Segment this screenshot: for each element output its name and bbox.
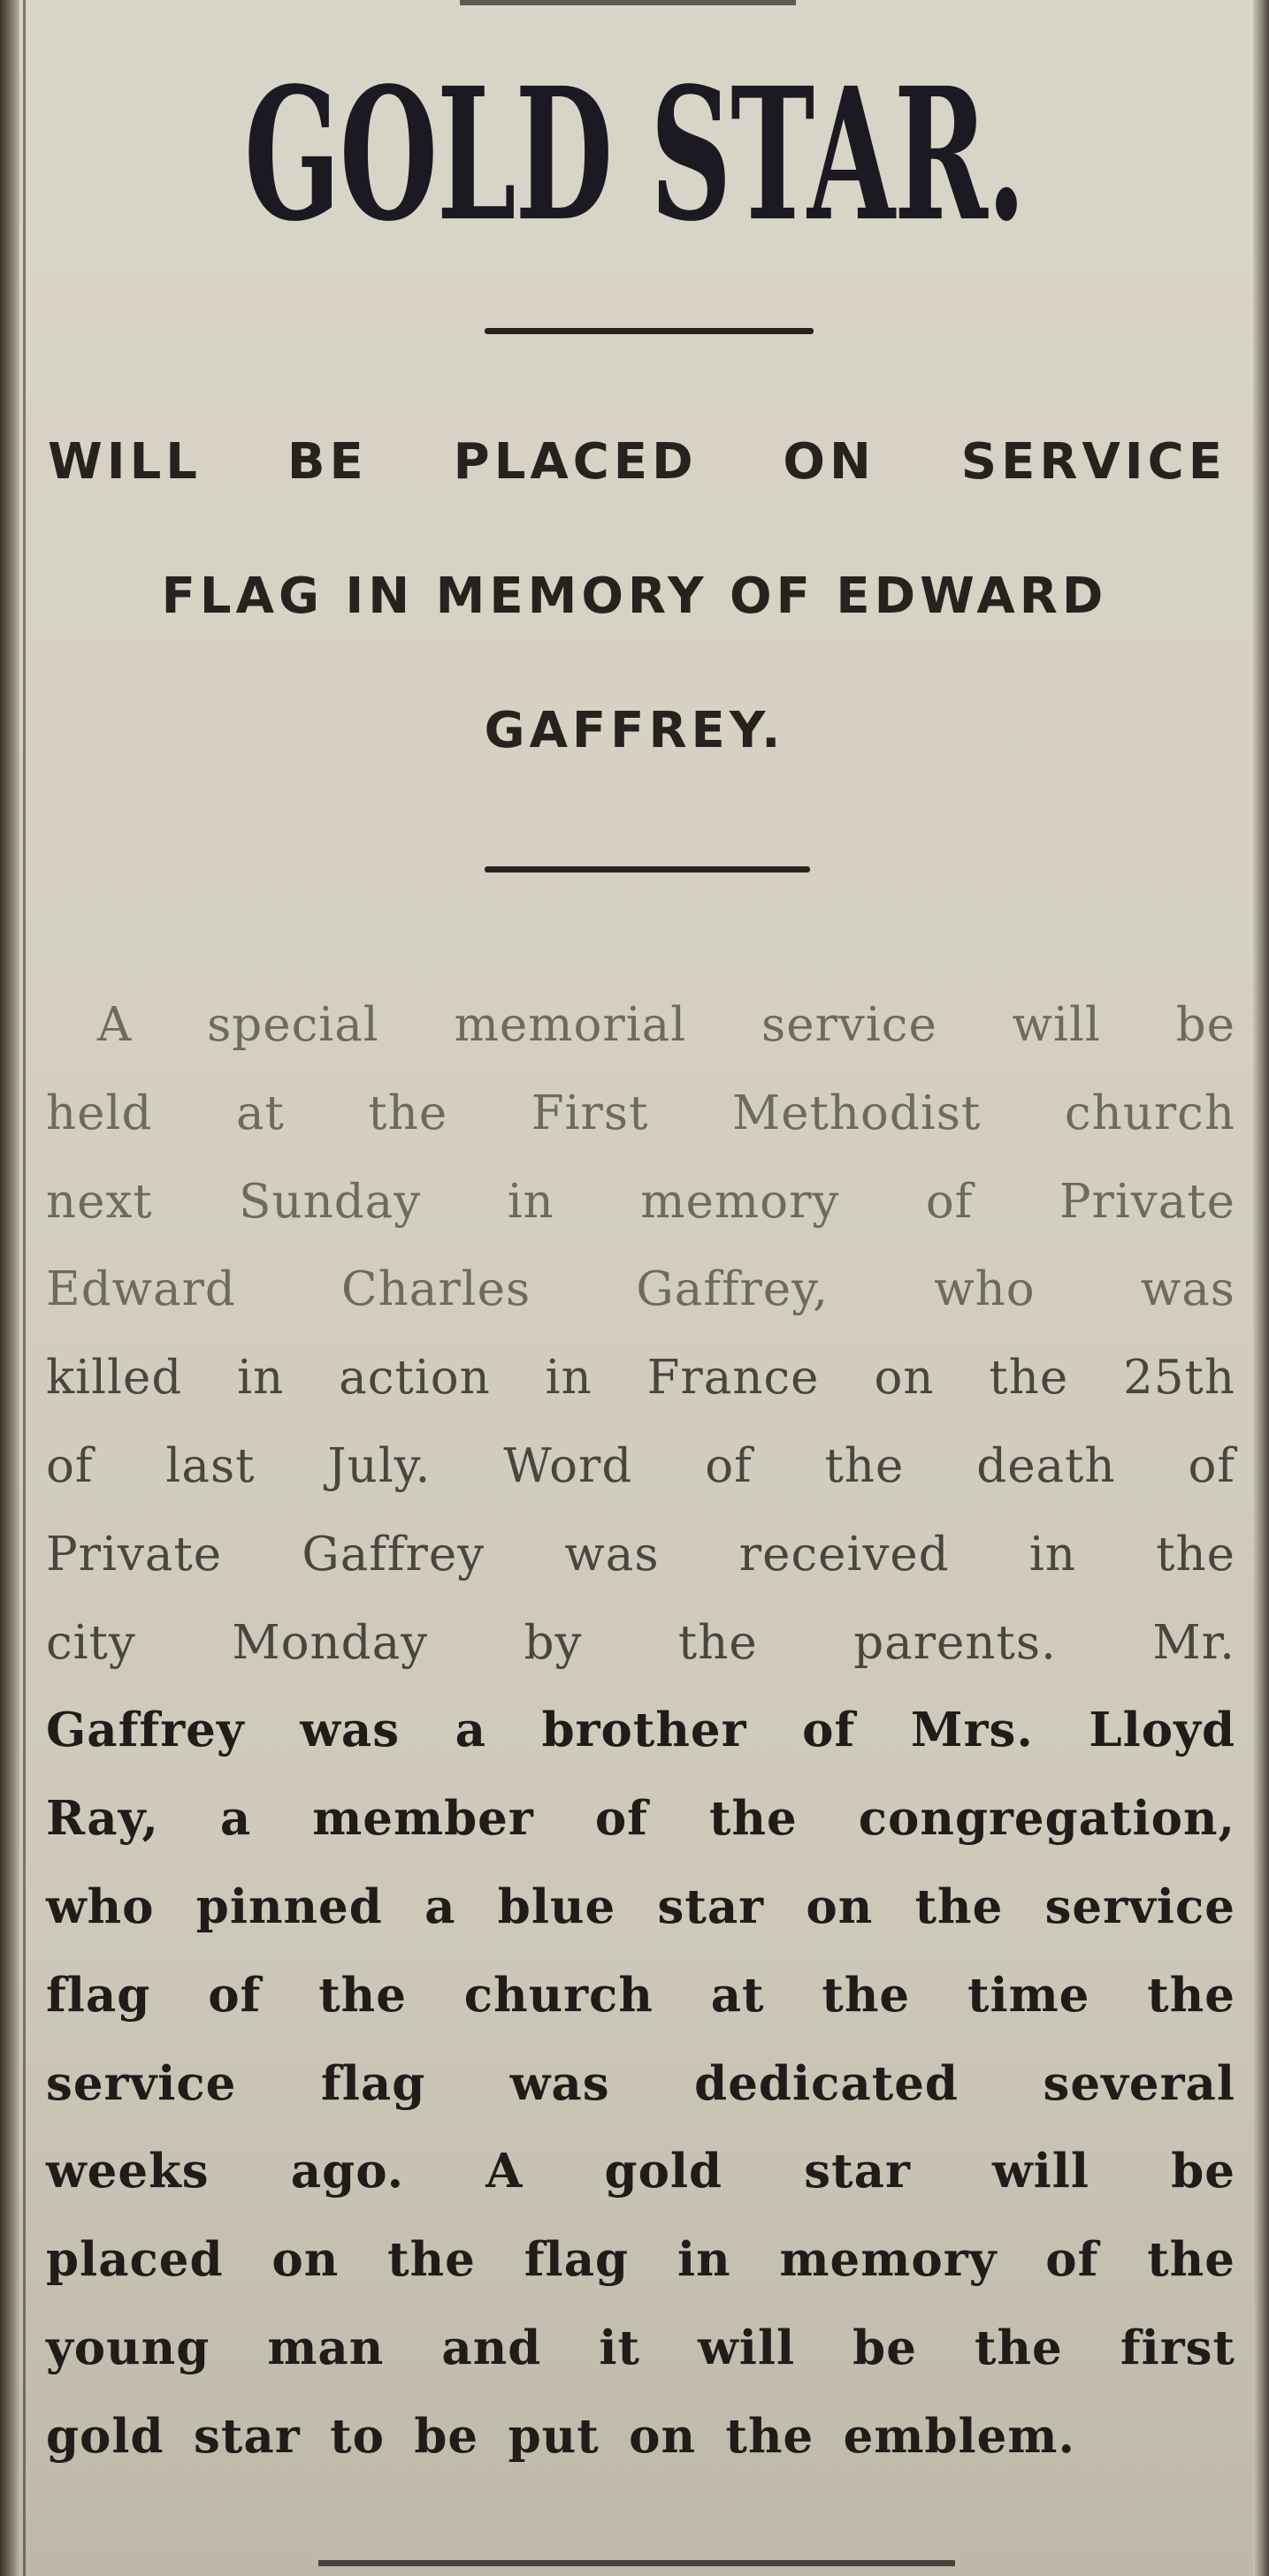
article-line: Edward Charles Gaffrey, who was <box>46 1262 1235 1317</box>
article-line: Ray, a member of the congregation, <box>46 1791 1235 1847</box>
article-line: service flag was dedicated several <box>46 2055 1235 2111</box>
top-ornament <box>460 0 796 5</box>
subheadline-line-2: FLAG IN MEMORY OF EDWARD <box>161 568 1108 625</box>
article-line: gold star to be put on the emblem. <box>46 2408 1075 2464</box>
clipping-edge-left <box>0 0 19 2576</box>
subheadline-divider <box>485 866 810 873</box>
column-rule <box>23 0 26 2576</box>
article-line: Private Gaffrey was received in the <box>46 1527 1235 1581</box>
article-line: held at the First Methodist church <box>46 1086 1235 1140</box>
article-line: young man and it will be the first <box>46 2320 1235 2375</box>
article-line: flag of the church at the time the <box>46 1967 1235 2023</box>
bottom-ornament <box>318 2560 955 2566</box>
article-line: placed on the flag in memory of the <box>46 2232 1235 2288</box>
article-line: killed in action in France on the 25th <box>46 1351 1235 1406</box>
subheadline-line-3: GAFFREY. <box>484 702 785 759</box>
article-line: next Sunday in memory of Private <box>46 1174 1235 1229</box>
article-body <box>46 981 1235 2481</box>
article-line: weeks ago. A gold star will be <box>46 2144 1235 2199</box>
article-line: A special memorial service will be <box>97 998 1235 1052</box>
article-line: city Monday by the parents. Mr. <box>46 1615 1235 1670</box>
headline: GOLD STAR. <box>244 48 1025 262</box>
article-line: Gaffrey was a brother of Mrs. Lloyd <box>46 1703 1235 1758</box>
article-line: who pinned a blue star on the service <box>46 1879 1235 1934</box>
headline-divider <box>485 328 814 334</box>
article-line: of last July. Word of the death of <box>46 1438 1235 1493</box>
clipping-edge-right <box>1253 0 1269 2576</box>
subheadline-line-1: WILL BE PLACED ON SERVICE <box>48 433 1227 491</box>
